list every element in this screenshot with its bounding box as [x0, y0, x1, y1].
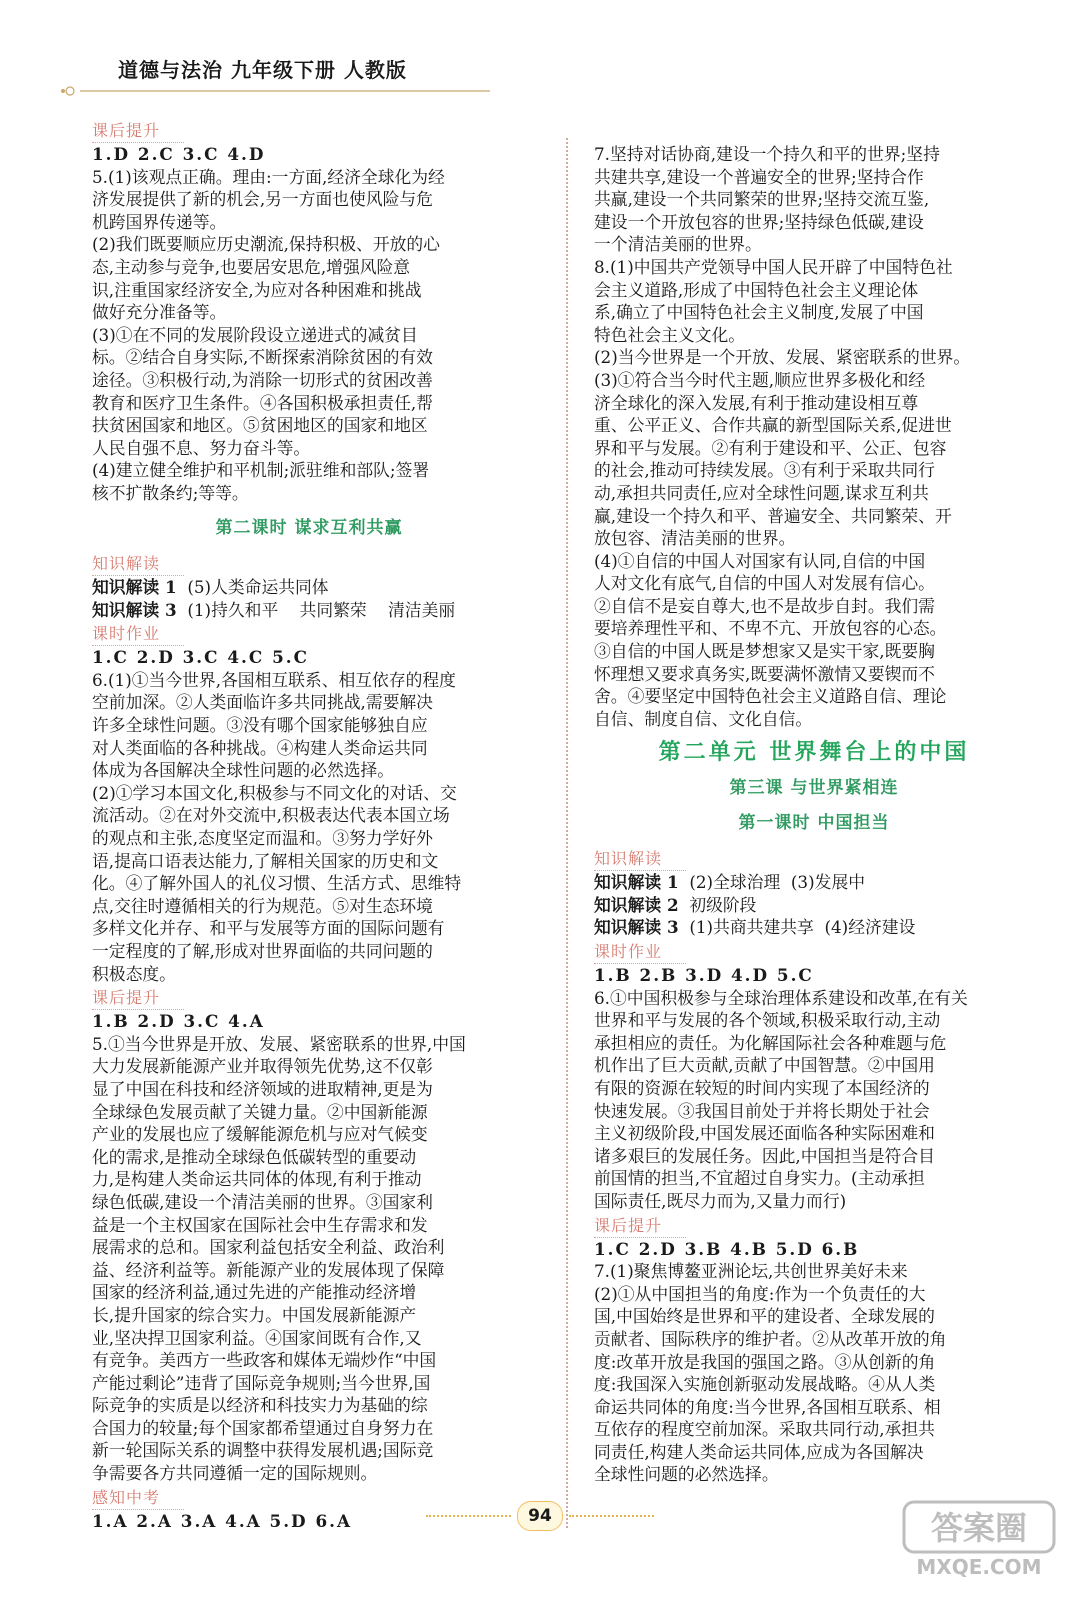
text-line: 合国力的较量;每个国家都希望通过自身努力在	[92, 1417, 434, 1438]
text-line: 绿色低碳,建设一个清洁美丽的世界。③国家利	[92, 1191, 433, 1212]
section-label: 知识解读	[594, 848, 686, 871]
text-line: 国际责任,既尽力而为,又量力而行)	[594, 1190, 847, 1211]
text-line: 重、公平正义、合作共赢的新型国际关系,促进世	[594, 415, 952, 436]
text-line: 舍。④要坚定中国特色社会主义道路自信、理论	[594, 686, 947, 707]
knowledge-label: 知识解读 1	[92, 577, 177, 598]
right-column	[594, 143, 1034, 1486]
text-line: 态,主动参与竞争,也要居安思危,增强风险意	[92, 256, 411, 277]
text-line: 快速发展。③我国目前处于并将长期处于社会	[594, 1100, 930, 1121]
text-line: 系,确立了中国特色社会主义制度,发展了中国	[594, 302, 924, 323]
spacer	[594, 834, 1034, 846]
text-line: 化。④了解外国人的礼仪习惯、生活方式、思维特	[92, 873, 462, 894]
lesson-title: 第三课 与世界紧相连	[729, 778, 899, 799]
text-line: 5.①当今世界是开放、发展、紧密联系的世界,中国	[92, 1033, 466, 1054]
text-line: 化的需求,是推动全球绿色低碳转型的重要动	[92, 1146, 417, 1167]
text-line: (2)①学习本国文化,积极参与不同文化的对话、交	[92, 782, 457, 803]
text-line: 力,是构建人类命运共同体的体现,有利于推动	[92, 1169, 422, 1190]
text-line: 对人类面临的各种挑战。④构建人类命运共同	[92, 737, 428, 758]
spacer	[594, 800, 1034, 812]
knowledge-answer: (1)持久和平 共同繁荣 清洁美丽	[176, 599, 456, 620]
text-line: 6.①中国积极参与全球治理体系建设和改革,在有关	[594, 987, 968, 1008]
knowledge-row	[594, 894, 1034, 917]
text-line: 动,承担共同责任,应对全球性问题,谋求互利共	[594, 482, 929, 503]
text-line: 长,提升国家的综合实力。中国发展新能源产	[92, 1304, 417, 1325]
answer-key: 1.D 2.C 3.C 4.D	[92, 144, 266, 164]
text-line: 业,坚决捍卫国家利益。④国家间既有合作,又	[92, 1327, 422, 1348]
spacer	[92, 539, 526, 551]
text-line: 共建共享,建设一个普遍安全的世界;坚持合作	[594, 166, 924, 187]
knowledge-label: 知识解读 2	[594, 894, 679, 915]
text-line: 的社会,推动可持续发展。③有利于采取共同行	[594, 460, 935, 481]
text-line: 核不扩散条约;等等。	[92, 482, 249, 503]
text-line: 全球绿色发展贡献了关键力量。②中国新能源	[92, 1101, 428, 1122]
text-line: 济发展提供了新的机会,另一方面也使风险与危	[92, 189, 433, 210]
text-line: 自信、制度自信、文化自信。	[594, 708, 813, 729]
text-line: (3)①符合当今时代主题,顺应世界多极化和经	[594, 369, 926, 390]
text-line: 建设一个开放包容的世界;坚持绿色低碳,建设	[594, 211, 924, 232]
text-line: 做好充分准备等。	[92, 302, 227, 323]
lesson-title: 第一课时 中国担当	[738, 812, 890, 833]
knowledge-row	[594, 916, 1034, 939]
text-line: 识,注重国家经济安全,为应对各种困难和挑战	[92, 279, 422, 300]
text-line: 争需要各方共同遵循一定的国际规则。	[92, 1463, 378, 1484]
text-line: 国家的经济利益,通过先进的产能推动经济增	[92, 1282, 417, 1303]
text-line: ②自信不是妄自尊大,也不是故步自封。我们需	[594, 595, 935, 616]
section-label: 课时作业	[594, 941, 686, 964]
text-line: 界和平与发展。②有利于建设和平、公正、包容	[594, 437, 947, 458]
text-line: 许多全球性问题。③没有哪个国家能够独自应	[92, 715, 428, 736]
text-line: 产能过剩论”违背了国际竞争规则;当今世界,国	[92, 1372, 431, 1393]
text-line: 空前加深。②人类面临许多共同挑战,需要解决	[92, 692, 433, 713]
section-label: 课后提升	[92, 120, 184, 143]
text-line: 途径。③积极行动,为消除一切形式的贫困改善	[92, 369, 433, 390]
text-line: 国,中国始终是世界和平的建设者、全球发展的	[594, 1306, 935, 1327]
answer-key: 1.C 2.D 3.C 4.C 5.C	[92, 647, 309, 668]
text-line: (4)①自信的中国人对国家有认同,自信的中国	[594, 550, 926, 571]
section-label: 课后提升	[594, 1215, 686, 1238]
answer-key: 1.C 2.D 3.B 4.B 5.D 6.B	[594, 1238, 860, 1259]
page-footer	[420, 1496, 660, 1536]
text-line: 一个清洁美丽的世界。	[594, 234, 762, 255]
text-line: 际竞争的实质是以经济和科技实力为基础的综	[92, 1395, 428, 1416]
text-line: 6.(1)①当今世界,各国相互联系、相互依存的程度	[92, 669, 456, 690]
text-line: 多样文化并存、和平与发展等方面的国际问题有	[92, 918, 445, 939]
watermark-text: 答案圈	[930, 1509, 1028, 1547]
text-line: 人对文化有底气,自信的中国人对发展有信心。	[594, 573, 935, 594]
text-line: 7.(1)聚焦博鳌亚洲论坛,共创世界美好未来	[594, 1261, 908, 1282]
text-line: 要培养理性平和、不卑不亢、开放包容的心态。	[594, 618, 947, 639]
text-line: (2)①从中国担当的角度:作为一个负责任的大	[594, 1283, 926, 1304]
text-line: (2)当今世界是一个开放、发展、紧密联系的世界。	[594, 347, 971, 368]
text-line: 世界和平与发展的各个领域,积极采取行动,主动	[594, 1010, 941, 1031]
knowledge-label: 知识解读 1	[594, 872, 679, 893]
knowledge-row	[92, 576, 526, 599]
section-label: 知识解读	[92, 553, 184, 576]
text-line: 益、经济利益等。新能源产业的发展体现了保障	[92, 1259, 445, 1280]
text-line: 标。②结合自身实际,不断探索消除贫困的有效	[92, 347, 433, 368]
text-line: 主义初级阶段,中国发展还面临各种实际困难和	[594, 1123, 935, 1144]
text-line: 度:改革开放是我国的强国之路。③从创新的角	[594, 1351, 936, 1372]
text-line: 流活动。②在对外交流中,积极表达代表本国立场	[92, 805, 450, 826]
text-line: 益是一个主权国家在国际社会中生存需求和发	[92, 1214, 428, 1235]
column-divider	[566, 138, 568, 1528]
text-line: 机作出了巨大贡献,贡献了中国智慧。②中国用	[594, 1055, 935, 1076]
knowledge-answer: (1)共商共建共享 (4)经济建设	[678, 917, 916, 938]
text-line: 8.(1)中国共产党领导中国人民开辟了中国特色社	[594, 256, 953, 277]
text-line: 济全球化的深入发展,有利于推动建设相互尊	[594, 392, 919, 413]
section-label: 感知中考	[92, 1487, 184, 1510]
page-number: 94	[517, 1501, 563, 1531]
text-line: 人民自强不息、努力奋斗等。	[92, 437, 311, 458]
lesson-title: 第二课时 谋求互利共赢	[215, 517, 403, 538]
text-line: 展需求的总和。国家利益包括安全利益、政治利	[92, 1237, 445, 1258]
text-line: 显了中国在科技和经济领域的进取精神,更是为	[92, 1078, 433, 1099]
text-line: 全球性问题的必然选择。	[594, 1464, 779, 1485]
text-line: ③自信的中国人既是梦想家又是实干家,既要胸	[594, 641, 935, 662]
knowledge-answer: (2)全球治理 (3)发展中	[678, 872, 866, 893]
text-line: 承担相应的责任。为化解国际社会各种难题与危	[594, 1032, 947, 1053]
text-line: (2)我们既要顺应历史潮流,保持积极、开放的心	[92, 234, 440, 255]
text-line: 新一轮国际关系的调整中获得发展机遇;国际竞	[92, 1440, 434, 1461]
text-line: 教育和医疗卫生条件。④各国积极承担责任,帮	[92, 392, 433, 413]
text-line: (3)①在不同的发展阶段设立递进式的减贫目	[92, 324, 418, 345]
knowledge-row	[594, 871, 1034, 894]
text-line: 互依存的程度空前加深。采取共同行动,承担共	[594, 1419, 935, 1440]
left-column	[92, 118, 526, 1532]
spacer	[92, 505, 526, 517]
section-label: 课后提升	[92, 987, 184, 1010]
spacer	[594, 765, 1034, 777]
knowledge-label: 知识解读 3	[92, 599, 177, 620]
running-header: 道德与法治 九年级下册 人教版	[118, 58, 407, 82]
text-line: 前国情的担当,不宜超过自身实力。(主动承担	[594, 1168, 925, 1189]
text-line: 赢,建设一个持久和平、普遍安全、共同繁荣、开	[594, 505, 952, 526]
text-line: 贡献者、国际秩序的维护者。②从改革开放的角	[594, 1328, 947, 1349]
knowledge-row	[92, 599, 526, 622]
text-line: 扶贫困国家和地区。⑤贫困地区的国家和地区	[92, 415, 428, 436]
text-line: 命运共同体的角度:当今世界,各国相互联系、相	[594, 1396, 941, 1417]
text-line: (4)建立健全维护和平机制;派驻维和部队;签署	[92, 460, 430, 481]
text-line: 语,提高口语表达能力,了解相关国家的历史和文	[92, 850, 439, 871]
text-line: 体成为各国解决全球性问题的必然选择。	[92, 760, 395, 781]
text-line: 大力发展新能源产业并取得领先优势,这不仅彰	[92, 1056, 433, 1077]
text-line: 有竞争。美西方一些政客和媒体无端炒作“中国	[92, 1350, 437, 1371]
unit-title: 第二单元 世界舞台上的中国	[658, 740, 970, 766]
text-line: 诸多艰巨的发展任务。因此,中国担当是符合目	[594, 1145, 935, 1166]
knowledge-label: 知识解读 3	[594, 917, 679, 938]
header-rule	[58, 86, 490, 96]
text-line: 放包容、清洁美丽的世界。	[594, 528, 796, 549]
text-line: 一定程度的了解,形成对世界面临的共同问题的	[92, 941, 433, 961]
text-line: 机跨国界传递等。	[92, 211, 227, 232]
text-line: 点,交往时遵循相关的行为规范。⑤对生态环境	[92, 895, 433, 916]
text-line: 产业的发展也应了缓解能源危机与应对气候变	[92, 1124, 428, 1145]
text-line: 积极态度。	[92, 963, 176, 984]
answer-key: 1.B 2.B 3.D 4.D 5.C	[594, 965, 814, 985]
answer-key: 1.B 2.D 3.C 4.A	[92, 1011, 265, 1032]
text-line: 共赢,建设一个共同繁荣的世界;坚持交流互鉴,	[594, 189, 930, 210]
text-line: 度:我国深入实施创新驱动发展战略。④从人类	[594, 1374, 936, 1395]
text-line: 有限的资源在较短的时间内实现了本国经济的	[594, 1077, 930, 1098]
text-line: 会主义道路,形成了中国特色社会主义理论体	[594, 279, 919, 300]
text-line: 5.(1)该观点正确。理由:一方面,经济全球化为经	[92, 166, 445, 187]
text-line: 特色社会主义文化。	[594, 324, 746, 345]
knowledge-answer: 初级阶段	[678, 894, 757, 915]
text-line: 同责任,构建人类命运共同体,应成为各国解决	[594, 1441, 924, 1462]
text-line: 怀理想又要求真务实,既要满怀激情又要锲而不	[594, 663, 935, 684]
text-line: 7.坚持对话协商,建设一个持久和平的世界;坚持	[594, 144, 940, 164]
text-line: 的观点和主张,态度坚定而温和。③努力学好外	[92, 828, 433, 849]
watermark-url: MXQE.COM	[916, 1555, 1042, 1579]
answer-key: 1.A 2.A 3.A 4.A 5.D 6.A	[92, 1510, 352, 1531]
watermark-logo	[900, 1498, 1060, 1582]
section-label: 课时作业	[92, 623, 184, 646]
knowledge-answer: (5)人类命运共同体	[176, 577, 329, 598]
